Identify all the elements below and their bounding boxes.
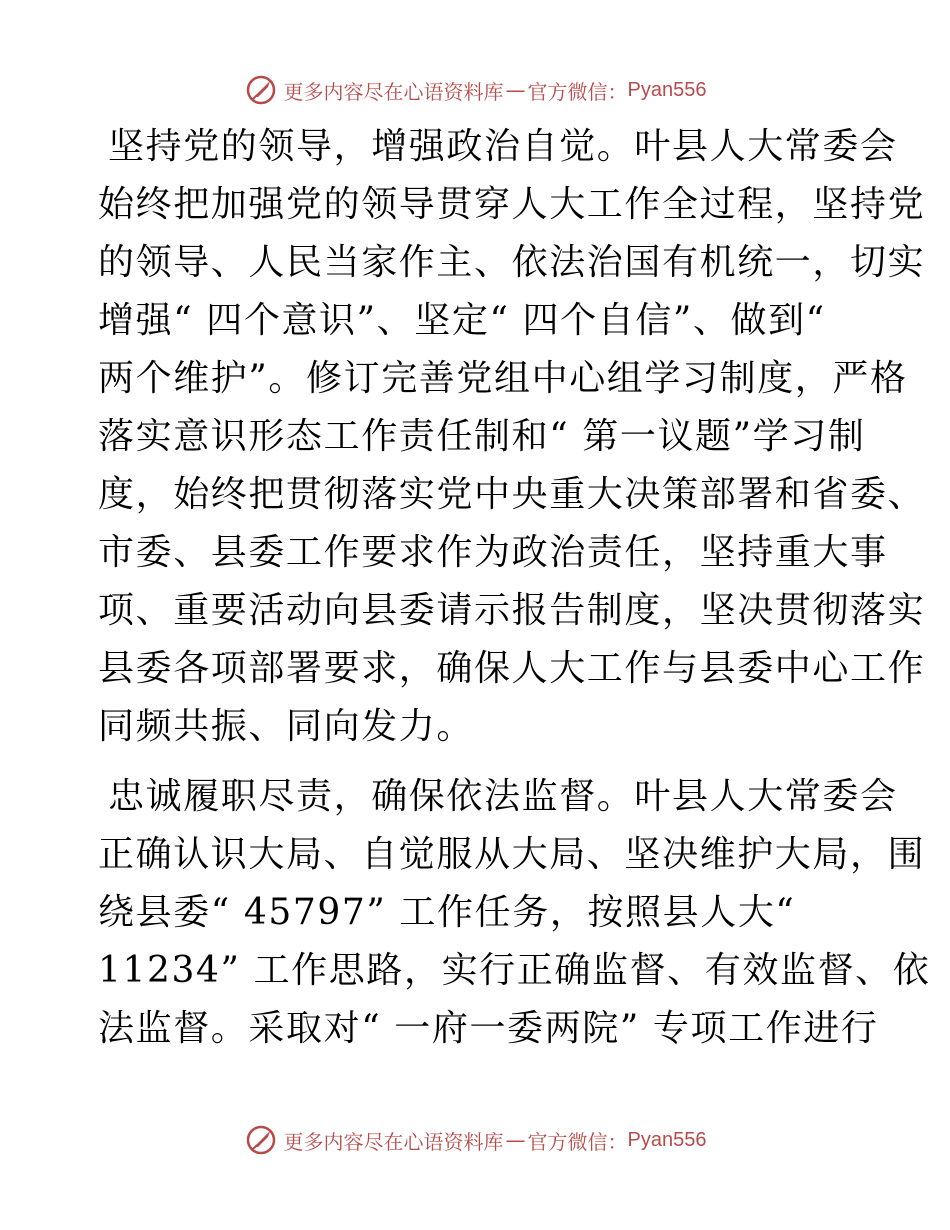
watermark-wechat-label: 官方微信： <box>527 1129 628 1154</box>
watermark-banner-bottom <box>0 1120 950 1160</box>
text-line: 坚持党的领导，增强政治自觉。叶县人大常委会 <box>108 126 898 167</box>
text-line: 的领导、人民当家作主、依法治国有机统一，切实 <box>98 242 926 283</box>
text-line: 两个维护”。修订完善党组中心组学习制度，严格 <box>98 358 908 399</box>
text-line: 度，始终把贯彻落实党中央重大决策部署和省委、 <box>98 474 926 515</box>
text-line: 11234” 工作思路，实行正确监督、有效监督、依 <box>98 950 931 991</box>
watermark-separator: — <box>505 1128 526 1152</box>
watermark-main-text: 更多内容尽在心语资料库 <box>283 79 504 104</box>
watermark-wechat-label: 官方微信： <box>527 79 628 104</box>
text-line: 市委、县委工作要求作为政治责任，坚持重大事 <box>98 532 888 573</box>
paragraph-2 <box>98 768 931 1058</box>
text-line: 忠诚履职尽责，确保依法监督。叶县人大常委会 <box>108 776 898 817</box>
text-line: 项、重要活动向县委请示报告制度，坚决贯彻落实 <box>98 590 926 631</box>
watermark-wechat-id: Pyan556 <box>627 1128 707 1151</box>
text-line: 正确认识大局、自觉服从大局、坚决维护大局，围 <box>98 834 926 875</box>
watermark-separator: — <box>505 78 526 102</box>
watermark-banner-top <box>0 70 950 110</box>
body-text <box>98 118 931 1058</box>
text-line: 县委各项部署要求，确保人大工作与县委中心工作 <box>98 648 926 689</box>
text-line: 落实意识形态工作责任制和“ 第一议题”学习制 <box>98 416 866 457</box>
watermark-wechat-id: Pyan556 <box>627 78 707 101</box>
text-line: 法监督。采取对“ 一府一委两院” 专项工作进行 <box>98 1008 879 1049</box>
text-line: 始终把加强党的领导贯穿人大工作全过程，坚持党 <box>98 184 926 225</box>
paragraph-1 <box>98 118 926 756</box>
quill-seal-icon <box>244 1123 278 1157</box>
text-line: 绕县委“ 45797” 工作任务，按照县人大“ <box>98 892 796 933</box>
quill-seal-icon <box>244 73 278 107</box>
text-line: 增强“ 四个意识”、坚定“ 四个自信”、做到“ <box>98 300 826 341</box>
watermark-main-text: 更多内容尽在心语资料库 <box>283 1129 504 1154</box>
text-line: 同频共振、同向发力。 <box>98 706 475 747</box>
